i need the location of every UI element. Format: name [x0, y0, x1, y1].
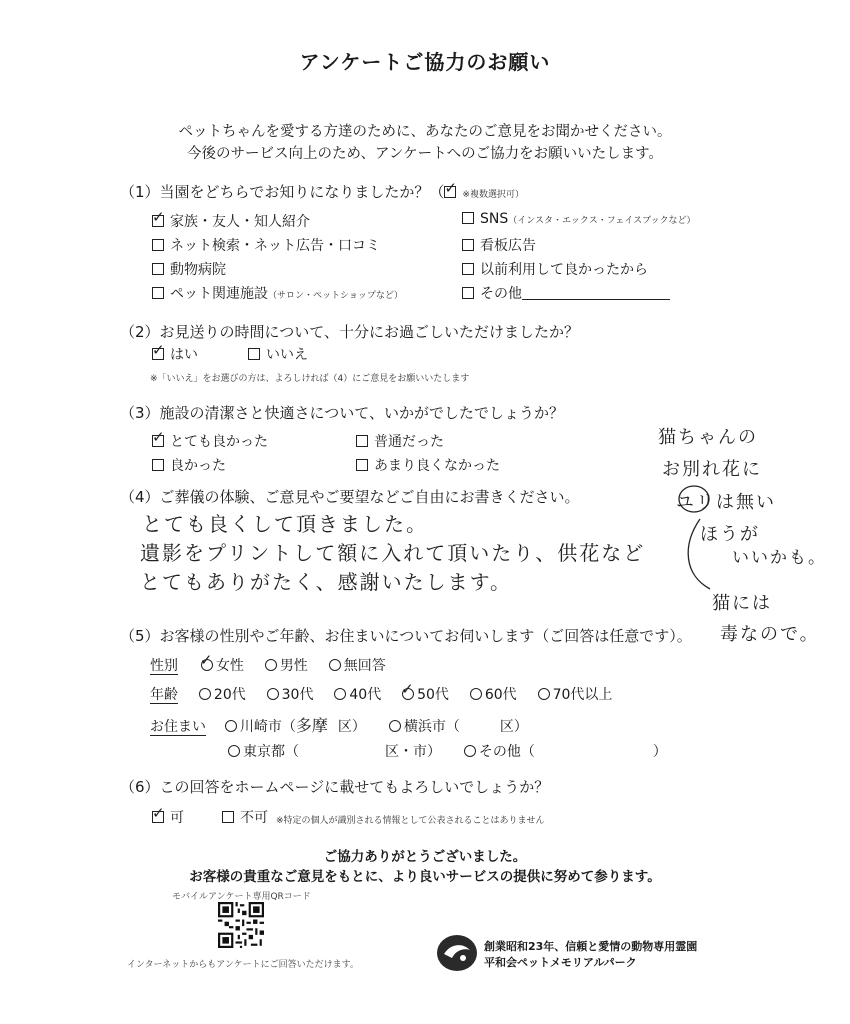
age-40s[interactable]: 40代	[334, 687, 381, 703]
checkbox[interactable]	[462, 287, 474, 299]
margin-note-5: いいかも。	[732, 548, 827, 568]
gender-male[interactable]: 男性	[265, 658, 308, 674]
q5-question: （5）お客様の性別やご年齢、お住まいについてお伺いします（ご回答は任意です）。	[120, 627, 692, 645]
margin-note-4: ほうが	[700, 524, 760, 545]
q4-question: （4）ご葬儀の体験、ご意見やご要望などご自由にお書きください。	[120, 488, 580, 506]
checkbox[interactable]: ✓	[152, 341, 165, 359]
age-50s[interactable]: ✓ 50代	[401, 680, 449, 703]
checkbox[interactable]	[462, 263, 474, 275]
res-kawasaki-value: 多摩	[295, 716, 328, 735]
q1-option-net-search[interactable]: ネット検索・ネット広告・口コミ	[152, 235, 380, 255]
q2-note: ※「いいえ」をお選びの方は、よろしければ（4）にご意見をお願いいたします	[150, 374, 470, 384]
q2-option-yes[interactable]: ✓ はい	[152, 341, 198, 363]
q1-option-pet-facility[interactable]: ペット関連施設（サロン・ペットショップなど）	[152, 283, 403, 303]
res-kawasaki[interactable]: 川崎市（	[225, 719, 296, 735]
gender-none[interactable]: 無回答	[329, 658, 386, 674]
checkbox[interactable]	[152, 263, 164, 275]
q2-option-no[interactable]: いいえ	[248, 344, 308, 364]
checkbox[interactable]	[248, 348, 260, 360]
q1-option-other[interactable]: その他	[462, 283, 670, 303]
qr-label: モバイルアンケート専用QRコード	[172, 892, 311, 902]
q3-question: （3）施設の清潔さと快適さについて、いかがでしたでしょうか？	[120, 404, 564, 422]
margin-note-2: お別れ花に	[662, 459, 762, 480]
q5-residence-row: お住まい 川崎市（多摩 区） 横浜市（ 区）	[150, 716, 528, 735]
checkbox[interactable]	[152, 287, 164, 299]
q5-gender-row	[150, 651, 386, 675]
gender-label: 性別	[150, 658, 178, 674]
margin-note-7: 毒なので。	[720, 624, 820, 645]
res-tokyo[interactable]: 東京都（	[228, 744, 299, 760]
company-line-1: 創業昭和23年、信頼と愛情の動物専用霊園	[484, 940, 698, 953]
margin-note-1: 猫ちゃんの	[658, 427, 758, 448]
margin-note-3: ユリは無い	[676, 492, 776, 513]
q1-option-vet[interactable]: 動物病院	[152, 259, 226, 279]
q1-option-signboard[interactable]: 看板広告	[462, 235, 536, 255]
qr-code-icon[interactable]	[218, 902, 264, 948]
q5-residence-row-2: 東京都（ 区・市） その他（ ）	[228, 741, 667, 761]
q3-option-very-good[interactable]: ✓ とても良かった	[152, 428, 268, 450]
q1-option-sns[interactable]: SNS（インスタ・エックス・フェイスブックなど）	[462, 211, 696, 227]
page-title: アンケートご協力のお願い	[299, 50, 551, 74]
res-yokohama[interactable]: 横浜市（	[389, 719, 460, 735]
q6-question: （6）この回答をホームページに載せてもよろしいでしょうか？	[120, 778, 550, 796]
checkbox[interactable]: ✓	[152, 804, 165, 822]
thanks-line-1: ご協力ありがとうございました。	[323, 849, 527, 865]
checkbox[interactable]	[356, 459, 368, 471]
q6-option-no[interactable]: 不可	[222, 807, 268, 827]
residence-label: お住まい	[150, 719, 206, 735]
margin-annotation-marks	[676, 485, 796, 605]
age-60s[interactable]: 60代	[470, 687, 517, 703]
checkbox[interactable]	[356, 435, 368, 447]
q4-answer-line-1: とても良くして頂きました。	[142, 512, 428, 536]
other-line	[522, 299, 670, 300]
q3-option-good[interactable]: 良かった	[152, 455, 226, 475]
q1-option-previous[interactable]: 以前利用して良かったから	[462, 259, 648, 279]
internet-note: インターネットからもアンケートにご回答いただけます。	[127, 960, 359, 970]
thanks-line-2: お客様の貴重なご意見をもとに、より良いサービスの提供に努めて参ります。	[189, 869, 661, 885]
checkbox[interactable]	[152, 459, 164, 471]
age-70s[interactable]: 70代以上	[538, 687, 613, 703]
q1-multi-checkbox[interactable]: ✓	[444, 179, 457, 197]
checkbox[interactable]	[462, 239, 474, 251]
age-20s[interactable]: 20代	[199, 687, 246, 703]
q5-age-row	[150, 680, 613, 704]
checkbox[interactable]	[222, 811, 234, 823]
intro-line-2: 今後のサービス向上のため、アンケートへのご協力をお願いいたします。	[187, 146, 663, 162]
q6-note: ※特定の個人が識別される情報として公表されることはありません	[276, 816, 545, 826]
res-other[interactable]: その他（	[464, 744, 535, 760]
gender-female[interactable]: ✓ 女性	[199, 651, 244, 674]
q4-answer-line-2: 遺影をプリントして額に入れて頂いたり、供花など	[140, 541, 646, 565]
checkbox[interactable]: ✓	[152, 428, 165, 446]
q3-option-normal[interactable]: 普通だった	[356, 431, 444, 451]
checkbox[interactable]	[462, 212, 474, 224]
age-label: 年齢	[150, 687, 178, 703]
checkbox[interactable]	[152, 239, 164, 251]
company-line-2: 平和会ペットメモリアルパーク	[484, 956, 637, 969]
margin-note-6: 猫には	[712, 593, 772, 614]
company-logo-icon	[436, 932, 478, 974]
q1-question: （1）当園をどちらでお知りになりましたか？（ ✓ ※複数選択可）	[120, 179, 524, 201]
q1-option-family[interactable]: ✓ 家族・友人・知人紹介	[152, 208, 310, 230]
age-30s[interactable]: 30代	[267, 687, 314, 703]
q3-option-not-good[interactable]: あまり良くなかった	[356, 455, 500, 475]
q4-answer-line-3: とてもありがたく、感謝いたします。	[140, 570, 512, 594]
intro-line-1: ペットちゃんを愛する方達のために、あなたのご意見をお聞かせください。	[178, 124, 672, 140]
q2-question: （2）お見送りの時間について、十分にお過ごしいただけましたか？	[120, 323, 579, 341]
q6-option-yes[interactable]: ✓ 可	[152, 804, 184, 826]
checkbox[interactable]: ✓	[152, 208, 165, 226]
